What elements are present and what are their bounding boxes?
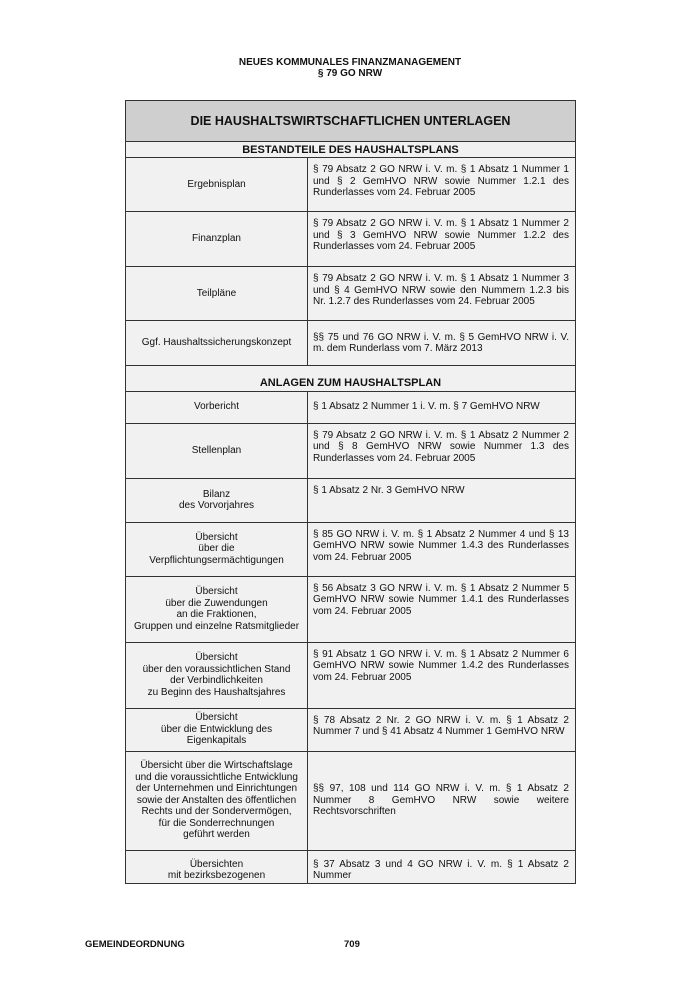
row-label: Finanzplan: [126, 212, 308, 267]
section-heading-anlagen: ANLAGEN ZUM HAUSHALTSPLAN: [126, 376, 576, 392]
row-reference: §§ 97, 108 und 114 GO NRW i. V. m. § 1 Absatz 2 Nummer 8 GemHVO NRW sowie weitere Rechtsvorschriften: [308, 751, 576, 850]
row-label: Übersicht über den voraussichtlichen Stand der Verbindlichkeiten zu Beginn des Haushaltsjahres: [126, 642, 308, 708]
row-label: Ergebnisplan: [126, 158, 308, 212]
row-label: Teilpläne: [126, 267, 308, 321]
row-label: Vorbericht: [126, 391, 308, 423]
row-label: Stellenplan: [126, 423, 308, 478]
table-row: [126, 212, 576, 267]
table-row: [126, 522, 576, 576]
header-section: § 79 GO NRW: [317, 68, 383, 79]
row-reference: § 1 Absatz 2 Nummer 1 i. V. m. § 7 GemHVO NRW: [308, 391, 576, 423]
table-row: [126, 576, 576, 642]
row-label: Übersicht über die Wirtschaftslage und die voraussichtliche Entwicklung der Unternehmen und Einrichtungen sowie der Anstalten des öffentlichen Rechts und der Sondervermögen, für die Sonderrechnungen geführt werden: [126, 751, 308, 850]
row-label: Übersichten mit bezirksbezogenen: [126, 850, 308, 883]
row-label: Bilanz des Vorvorjahres: [126, 478, 308, 522]
table-row: [126, 321, 576, 366]
table-row: [126, 478, 576, 522]
row-reference: § 78 Absatz 2 Nr. 2 GO NRW i. V. m. § 1 Absatz 2 Nummer 7 und § 41 Absatz 4 Nummer 1 GemHVO NRW: [308, 708, 576, 751]
row-label: Ggf. Haushaltssicherungskonzept: [126, 321, 308, 366]
row-label: Übersicht über die Zuwendungen an die Fraktionen, Gruppen und einzelne Ratsmitglieder: [126, 576, 308, 642]
row-reference: §§ 75 und 76 GO NRW i. V. m. § 5 GemHVO NRW i. V. m. dem Runderlass vom 7. März 2013: [308, 321, 576, 366]
row-label: Übersicht über die Entwicklung des Eigenkapitals: [126, 708, 308, 751]
row-reference: § 37 Absatz 3 und 4 GO NRW i. V. m. § 1 Absatz 2 Nummer: [308, 850, 576, 883]
section-spacer: [126, 366, 576, 376]
row-reference: § 56 Absatz 3 GO NRW i. V. m. § 1 Absatz 2 Nummer 5 GemHVO NRW sowie Nummer 1.4.1 des Runderlasses vom 24. Februar 2005: [308, 576, 576, 642]
table-row: [126, 850, 576, 883]
table-row: [126, 642, 576, 708]
page-header: [0, 57, 700, 79]
row-reference: § 79 Absatz 2 GO NRW i. V. m. § 1 Absatz 1 Nummer 2 und § 3 GemHVO NRW sowie Nummer 1.2.2 des Runderlasses vom 24. Februar 2005: [308, 212, 576, 267]
section-heading-bestandteile: BESTANDTEILE DES HAUSHALTSPLANS: [126, 142, 576, 158]
row-label: Übersicht über die Verpflichtungsermächtigungen: [126, 522, 308, 576]
row-reference: § 85 GO NRW i. V. m. § 1 Absatz 2 Nummer 4 und § 13 GemHVO NRW sowie Nummer 1.4.3 des Runderlasses vom 24. Februar 2005: [308, 522, 576, 576]
footer-title: GEMEINDEORDNUNG: [85, 939, 185, 950]
table-row: [126, 423, 576, 478]
table-row: [126, 158, 576, 212]
header-title: NEUES KOMMUNALES FINANZMANAGEMENT: [238, 57, 462, 68]
table-title: DIE HAUSHALTSWIRTSCHAFTLICHEN UNTERLAGEN: [126, 101, 576, 142]
table-row: [126, 391, 576, 423]
row-reference: § 79 Absatz 2 GO NRW i. V. m. § 1 Absatz 1 Nummer 1 und § 2 GemHVO NRW sowie Nummer 1.2.1 des Runderlasses vom 24. Februar 2005: [308, 158, 576, 212]
page-number: 709: [344, 939, 360, 950]
table-row: [126, 708, 576, 751]
row-reference: § 1 Absatz 2 Nr. 3 GemHVO NRW: [308, 478, 576, 522]
row-reference: § 91 Absatz 1 GO NRW i. V. m. § 1 Absatz 2 Nummer 6 GemHVO NRW sowie Nummer 1.4.2 des Runderlasses vom 24. Februar 2005: [308, 642, 576, 708]
row-reference: § 79 Absatz 2 GO NRW i. V. m. § 1 Absatz 1 Nummer 3 und § 4 GemHVO NRW sowie den Nummern 1.2.3 bis Nr. 1.2.7 des Runderlasses vom 24. Februar 2005: [308, 267, 576, 321]
documents-table: [125, 100, 576, 884]
table-row: [126, 751, 576, 850]
table-row: [126, 267, 576, 321]
row-reference: § 79 Absatz 2 GO NRW i. V. m. § 1 Absatz 2 Nummer 2 und § 8 GemHVO NRW sowie Nummer 1.3 des Runderlasses vom 24. Februar 2005: [308, 423, 576, 478]
